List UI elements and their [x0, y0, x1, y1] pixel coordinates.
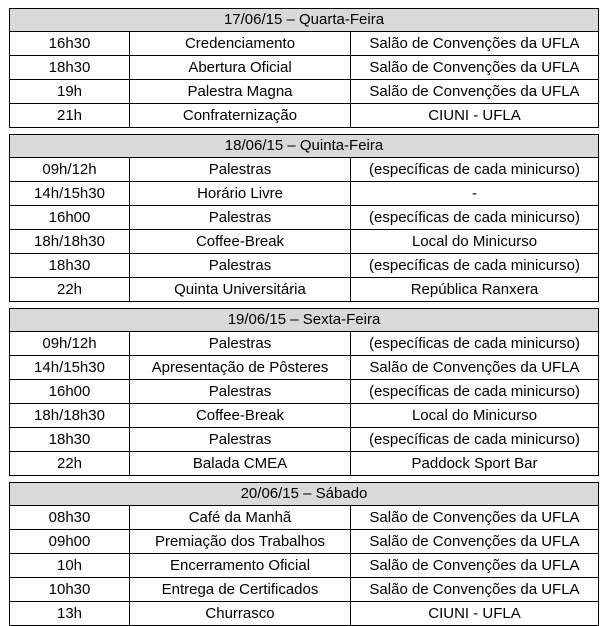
event-cell: Palestra Magna: [130, 80, 351, 103]
table-row: [10, 452, 598, 475]
day-section: [9, 134, 599, 302]
place-cell: Salão de Convenções da UFLA: [369, 59, 580, 76]
table-row: [10, 104, 598, 127]
table-row: [10, 80, 598, 104]
place-cell: Salão de Convenções da UFLA: [369, 533, 580, 550]
place-cell: Salão de Convenções da UFLA: [369, 35, 580, 52]
event-cell: Churrasco: [130, 602, 351, 625]
day-header: 20/06/15 – Sábado: [10, 483, 598, 506]
place-cell: CIUNI - UFLA: [428, 107, 521, 124]
day-section: [9, 8, 599, 128]
time-cell: 09h/12h: [10, 158, 130, 181]
table-row: [10, 428, 598, 452]
day-header: 18/06/15 – Quinta-Feira: [10, 135, 598, 158]
time-cell: 14h/15h30: [10, 356, 130, 379]
time-cell: 09h/12h: [10, 332, 130, 355]
time-cell: 16h00: [10, 206, 130, 229]
day-header: 19/06/15 – Sexta-Feira: [10, 309, 598, 332]
time-cell: 16h00: [10, 380, 130, 403]
place-cell: Salão de Convenções da UFLA: [369, 557, 580, 574]
day-header: 17/06/15 – Quarta-Feira: [10, 9, 598, 32]
table-row: [10, 278, 598, 301]
day-section: [9, 482, 599, 626]
event-cell: Palestras: [130, 158, 351, 181]
event-cell: Encerramento Oficial: [130, 554, 351, 577]
time-cell: 22h: [10, 452, 130, 475]
time-cell: 13h: [10, 602, 130, 625]
event-cell: Palestras: [130, 332, 351, 355]
event-cell: Credenciamento: [130, 32, 351, 55]
table-row: [10, 530, 598, 554]
place-cell: Paddock Sport Bar: [411, 455, 538, 472]
time-cell: 09h00: [10, 530, 130, 553]
event-cell: Palestras: [130, 254, 351, 277]
time-cell: 18h30: [10, 428, 130, 451]
time-cell: 21h: [10, 104, 130, 127]
event-cell: Balada CMEA: [130, 452, 351, 475]
event-cell: Apresentação de Pôsteres: [130, 356, 351, 379]
event-cell: Entrega de Certificados: [130, 578, 351, 601]
event-cell: Confraternização: [130, 104, 351, 127]
place-cell: Salão de Convenções da UFLA: [369, 359, 580, 376]
event-cell: Coffee-Break: [130, 230, 351, 253]
event-cell: Coffee-Break: [130, 404, 351, 427]
place-cell: Local do Minicurso: [411, 407, 538, 424]
time-cell: 18h/18h30: [10, 230, 130, 253]
table-row: [10, 404, 598, 428]
time-cell: 10h30: [10, 578, 130, 601]
place-cell: -: [472, 185, 477, 202]
place-cell: (específicas de cada minicurso): [369, 257, 580, 274]
time-cell: 19h: [10, 80, 130, 103]
table-row: [10, 56, 598, 80]
schedule-table: [9, 8, 599, 626]
table-row: [10, 380, 598, 404]
table-row: [10, 182, 598, 206]
place-cell: Salão de Convenções da UFLA: [369, 83, 580, 100]
place-cell: (específicas de cada minicurso): [369, 209, 580, 226]
table-row: [10, 506, 598, 530]
place-cell: CIUNI - UFLA: [428, 605, 521, 622]
table-row: [10, 230, 598, 254]
event-cell: Horário Livre: [130, 182, 351, 205]
place-cell: (específicas de cada minicurso): [369, 383, 580, 400]
place-cell: Salão de Convenções da UFLA: [369, 581, 580, 598]
time-cell: 18h30: [10, 254, 130, 277]
place-cell: Local do Minicurso: [411, 233, 538, 250]
day-section: [9, 308, 599, 476]
time-cell: 18h/18h30: [10, 404, 130, 427]
event-cell: Palestras: [130, 380, 351, 403]
time-cell: 22h: [10, 278, 130, 301]
table-row: [10, 356, 598, 380]
table-row: [10, 554, 598, 578]
event-cell: Quinta Universitária: [130, 278, 351, 301]
place-cell: (específicas de cada minicurso): [369, 161, 580, 178]
event-cell: Palestras: [130, 428, 351, 451]
event-cell: Café da Manhã: [130, 506, 351, 529]
place-cell: (específicas de cada minicurso): [369, 335, 580, 352]
time-cell: 14h/15h30: [10, 182, 130, 205]
event-cell: Abertura Oficial: [130, 56, 351, 79]
table-row: [10, 254, 598, 278]
table-row: [10, 206, 598, 230]
time-cell: 18h30: [10, 56, 130, 79]
place-cell: República Ranxera: [410, 281, 539, 298]
place-cell: Salão de Convenções da UFLA: [369, 509, 580, 526]
table-row: [10, 332, 598, 356]
time-cell: 08h30: [10, 506, 130, 529]
table-row: [10, 578, 598, 602]
time-cell: 16h30: [10, 32, 130, 55]
event-cell: Palestras: [130, 206, 351, 229]
table-row: [10, 32, 598, 56]
time-cell: 10h: [10, 554, 130, 577]
table-row: [10, 158, 598, 182]
event-cell: Premiação dos Trabalhos: [130, 530, 351, 553]
place-cell: (específicas de cada minicurso): [369, 431, 580, 448]
table-row: [10, 602, 598, 625]
